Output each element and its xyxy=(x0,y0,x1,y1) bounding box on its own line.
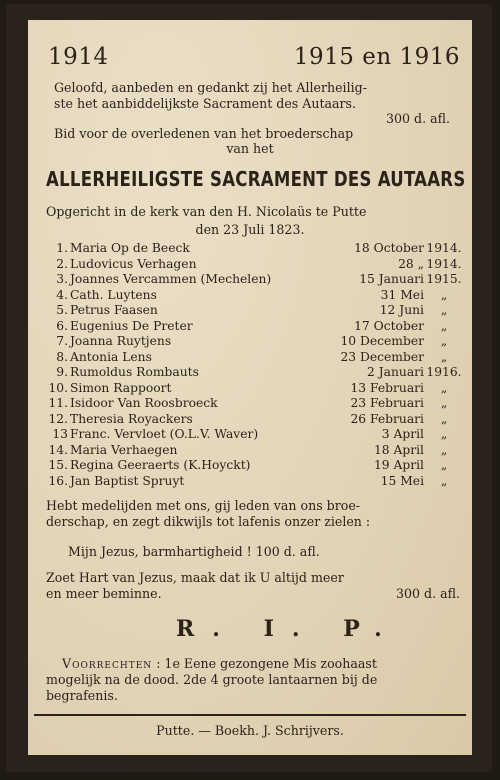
intro-line-1: Geloofd, aanbeden en gedankt zij het Allerheilig- xyxy=(54,80,367,95)
member-number: 4. xyxy=(56,287,68,302)
member-date: 15 Mei xyxy=(380,473,424,488)
member-name: Franc. Vervloet (O.L.V. Waver) xyxy=(70,427,259,441)
member-name: Rumoldus Rombauts xyxy=(70,365,199,379)
member-year: „ xyxy=(440,303,448,317)
member-name: Eugenius De Preter xyxy=(70,318,193,333)
member-number: 14. xyxy=(48,442,68,457)
member-date: 10 December xyxy=(340,334,424,348)
member-year: „ xyxy=(440,458,448,472)
footer-rule xyxy=(34,714,466,716)
member-year: „ xyxy=(440,396,448,410)
prayer-indulgence: 300 d. afl. xyxy=(395,586,460,601)
privileges-line-3: begrafenis. xyxy=(46,688,118,703)
member-number: 8. xyxy=(56,349,68,364)
member-year: „ xyxy=(440,427,448,441)
prayer-line-4: Zoet Hart van Jezus, maak dat ik U altijd meer xyxy=(46,570,344,585)
member-date: 23 Februari xyxy=(350,396,424,410)
member-number: 2. xyxy=(56,256,68,271)
member-date: 19 April xyxy=(373,458,424,472)
footer-publisher: Putte. — Boekh. J. Schrijvers. xyxy=(156,723,344,738)
prayer-line-5: en meer beminne. xyxy=(46,586,162,601)
member-name: Simon Rappoort xyxy=(70,380,172,395)
intro-line-3: Bid voor de overledenen van het broederschap xyxy=(54,126,354,141)
member-date: 2 Januari xyxy=(367,365,424,379)
member-number: 9. xyxy=(56,365,68,379)
member-date: 31 Mei xyxy=(380,287,424,302)
member-year: 1914. xyxy=(426,241,462,255)
member-number: 10. xyxy=(48,380,68,395)
member-number: 6. xyxy=(56,318,68,333)
founded-line-2: den 23 Juli 1823. xyxy=(195,222,305,237)
member-number: 11. xyxy=(48,396,68,410)
member-name: Joannes Vercammen (Mechelen) xyxy=(70,272,272,286)
member-number: 3. xyxy=(56,272,68,286)
intro-line-2: ste het aanbiddelijkste Sacrament des Autaars. xyxy=(54,96,357,111)
member-date: 18 October xyxy=(354,241,424,255)
member-year: „ xyxy=(440,473,448,488)
member-name: Petrus Faasen xyxy=(70,303,158,317)
member-number: 5. xyxy=(56,303,68,317)
member-year: „ xyxy=(440,334,448,348)
year-right: 1915 en 1916 xyxy=(293,44,460,70)
privileges-label: Voorrechten xyxy=(62,656,153,671)
member-year: 1914. xyxy=(426,256,462,271)
member-name: Joanna Ruytjens xyxy=(70,334,172,348)
member-name: Isidoor Van Roosbroeck xyxy=(70,396,218,410)
member-year: „ xyxy=(440,287,448,302)
privileges-line-1 xyxy=(62,656,377,671)
member-name: Ludovicus Verhagen xyxy=(70,256,197,271)
member-name: Maria Op de Beeck xyxy=(70,241,190,255)
member-name: Regina Geeraerts (K.Hoyckt) xyxy=(70,458,251,472)
member-year: „ xyxy=(440,318,448,333)
member-number: 16. xyxy=(48,473,68,488)
member-number: 1. xyxy=(56,241,68,255)
intro-indulgence: 300 d. afl. xyxy=(385,111,450,126)
member-year: 1916. xyxy=(426,365,462,379)
member-date: 18 April xyxy=(373,442,424,457)
memorial-card xyxy=(28,20,472,755)
member-date: 15 Januari xyxy=(359,272,424,286)
rip-text: R. I. P. xyxy=(176,616,400,642)
member-year: „ xyxy=(440,442,448,457)
member-date: 23 December xyxy=(340,349,424,364)
member-name: Antonia Lens xyxy=(70,349,152,364)
member-date: 26 Februari xyxy=(350,411,424,426)
member-date: 12 Juni xyxy=(379,303,424,317)
member-number: 13 xyxy=(52,427,68,441)
prayer-line-2: derschap, en zegt dikwijls tot lafenis onzer zielen : xyxy=(46,514,371,529)
intro-line-4: van het xyxy=(226,141,274,156)
member-number: 7. xyxy=(56,334,68,348)
privileges-line-1-rest: : 1e Eene gezongene Mis zoohaast xyxy=(156,656,377,671)
year-left: 1914 xyxy=(48,44,109,70)
prayer-line-3: Mijn Jezus, barmhartigheid ! 100 d. afl. xyxy=(68,544,320,559)
member-year: „ xyxy=(440,380,448,395)
founded-line-1: Opgericht in de kerk van den H. Nicolaüs te Putte xyxy=(46,204,367,219)
member-date: 3 April xyxy=(381,427,424,441)
member-year: „ xyxy=(440,411,448,426)
member-date: 17 October xyxy=(354,318,424,333)
member-year: „ xyxy=(440,349,448,364)
member-name: Maria Verhaegen xyxy=(70,442,178,457)
member-number: 12. xyxy=(48,411,68,426)
member-date: 28 „ xyxy=(398,256,424,271)
member-name: Theresia Royackers xyxy=(70,411,193,426)
prayer-line-1: Hebt medelijden met ons, gij leden van ons broe- xyxy=(46,498,361,513)
member-year: 1915. xyxy=(426,272,462,286)
privileges-line-2: mogelijk na de dood. 2de 4 groote lantaarnen bij de xyxy=(46,672,378,687)
member-name: Jan Baptist Spruyt xyxy=(70,473,185,488)
brotherhood-title: ALLERHEILIGSTE SACRAMENT DES AUTAARS xyxy=(46,167,466,191)
member-date: 13 Februari xyxy=(350,380,424,395)
member-number: 15. xyxy=(48,458,68,472)
member-name: Cath. Luytens xyxy=(70,287,157,302)
